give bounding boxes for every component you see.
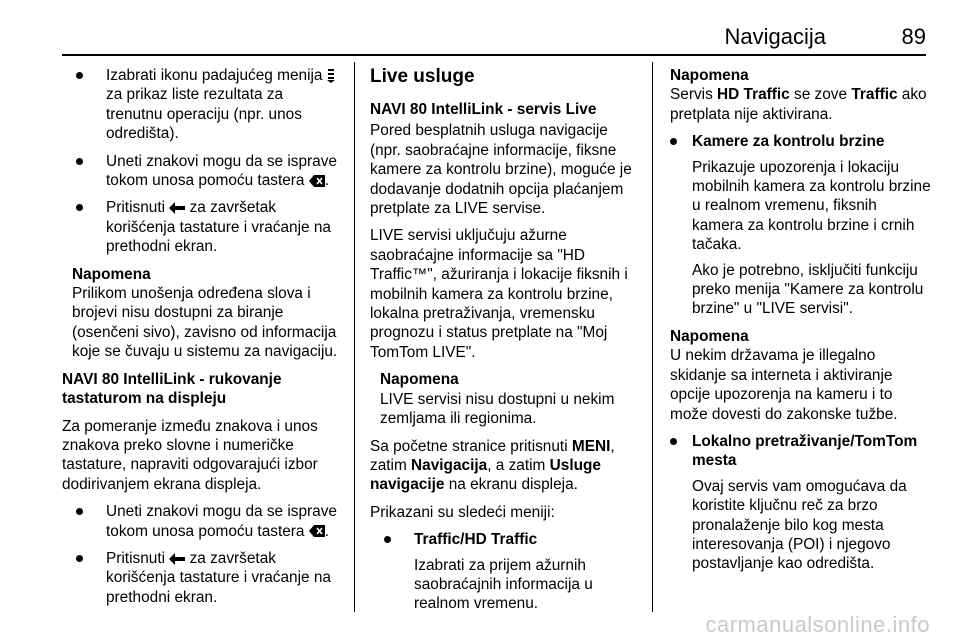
menu-name: Usluge navigacije — [370, 456, 601, 494]
column-divider — [354, 62, 355, 612]
list-item-text: Izabrati za prijem ažurnih saobraćajnih informacija u realnom vremenu. — [414, 556, 593, 613]
note-title: Napomena — [72, 265, 151, 283]
backspace-icon — [309, 175, 325, 187]
section-title: Navigacija — [724, 24, 826, 49]
column-1 — [62, 66, 342, 615]
back-arrow-icon — [169, 553, 185, 565]
column-2 — [370, 66, 634, 622]
note-title: Napomena — [670, 67, 749, 84]
note-title: Napomena — [380, 371, 459, 389]
list-item-title: Traffic/HD Traffic — [414, 531, 538, 549]
list-item-title: Lokalno pretraživanje/TomTom mesta — [692, 432, 918, 470]
note-block — [72, 265, 342, 362]
paragraph: Prikazani su sledeći meniji: — [370, 503, 555, 521]
list-item-text: Prikazuje upozorenja i lokaciju mobilnih kamera za kontrolu brzine u realnom vremenu, fiksnih kamera za kontrolu brzine i crnih tačaka. — [692, 158, 931, 254]
note-block — [380, 370, 634, 428]
menu-name: Navigacija — [411, 456, 488, 474]
dropdown-list-icon — [327, 69, 335, 83]
subheading: NAVI 80 IntelliLink - servis Live — [370, 101, 597, 118]
list-item: Izabrati ikonu padajućeg menija za prikaz liste rezultata za trenutnu operaciju (npr. unos odredišta). — [76, 66, 342, 144]
page-header — [62, 0, 926, 56]
subheading: NAVI 80 IntelliLink - rukovanje tastaturom na displeju — [62, 370, 282, 408]
list-item: Pritisnuti za završetak korišćenja tastature i vraćanje na prethodni ekran. — [76, 198, 342, 256]
page-number: 89 — [901, 24, 926, 49]
note-text: LIVE servisi nisu dostupni u nekim zemljama ili regionima. — [380, 390, 615, 428]
paragraph: Sa početne stranice pritisnuti MENI, zatim Navigacija, a zatim Usluge navigacije na ekranu displeja. — [370, 437, 615, 494]
list-item-text: Ovaj servis vam omogućava da koristite ključnu reč za brzo pronalaženje bilo kog mesta interesovanja (POI) i njegovo postavljanje kao odredišta. — [692, 477, 907, 573]
list-item: Uneti znakovi mogu da se isprave tokom unosa pomoću tastera . — [76, 502, 342, 541]
paragraph: Pored besplatnih usluga navigacije (npr. saobraćajne informacije, fiksne kamere za kontrolu brzine), moguće je dodavanje dodatnih opcija plaćanjem pretplate za LIVE servise. — [370, 122, 632, 218]
note-text: U nekim državama je illegalno skidanje sa interneta i aktiviranje opcije upozorenja na kameru i to može dovesti do zakonske tužbe. — [670, 347, 898, 423]
list-item: Uneti znakovi mogu da se isprave tokom unosa pomoću tastera . — [76, 152, 342, 191]
section-heading: Live usluge — [370, 66, 475, 87]
note-text: Prilikom unošenja određena slova i brojevi nisu dostupni za biranje (osenčeni sivo), zavisno od informacija koje se čuvaju u sistemu za navigaciju. — [72, 285, 338, 361]
column-divider — [652, 62, 653, 612]
note-text: Servis HD Traffic se zove Traffic ako pretplata nije aktivirana. — [670, 86, 927, 123]
list-item — [670, 132, 932, 319]
back-arrow-icon — [169, 202, 185, 214]
menu-name: MENI — [571, 437, 611, 455]
column-3 — [670, 66, 932, 582]
list-item-title: Kamere za kontrolu brzine — [692, 133, 885, 151]
list-item — [670, 432, 932, 574]
note-block — [670, 66, 932, 124]
paragraph: LIVE servisi uključuju ažurne saobraćajne informacije sa "HD Traffic™", ažuriranja i lokacije fiksnih i mobilnih kamera za kontrolu brzine, lokalna pretraživanja, vremensku prognozu i status pretplate na "Moj TomTom LIVE". — [370, 227, 628, 361]
note-block — [670, 327, 932, 424]
list-item: Pritisnuti za završetak korišćenja tastature i vraćanje na prethodni ekran. — [76, 549, 342, 607]
paragraph: Za pomeranje između znakova i unos znakova preko slovne i numeričke tastature, napraviti odgovarajući izbor dodirivanjem ekrana displeja. — [62, 417, 318, 493]
note-title: Napomena — [670, 327, 749, 345]
backspace-icon — [309, 525, 325, 537]
watermark: carmanualsonline.info — [705, 612, 930, 637]
header-rule — [62, 54, 926, 56]
list-item — [384, 530, 634, 614]
list-item-text: Ako je potrebno, isključiti funkciju preko menija "Kamere za kontrolu brzine" u "LIVE servisi". — [692, 261, 924, 318]
